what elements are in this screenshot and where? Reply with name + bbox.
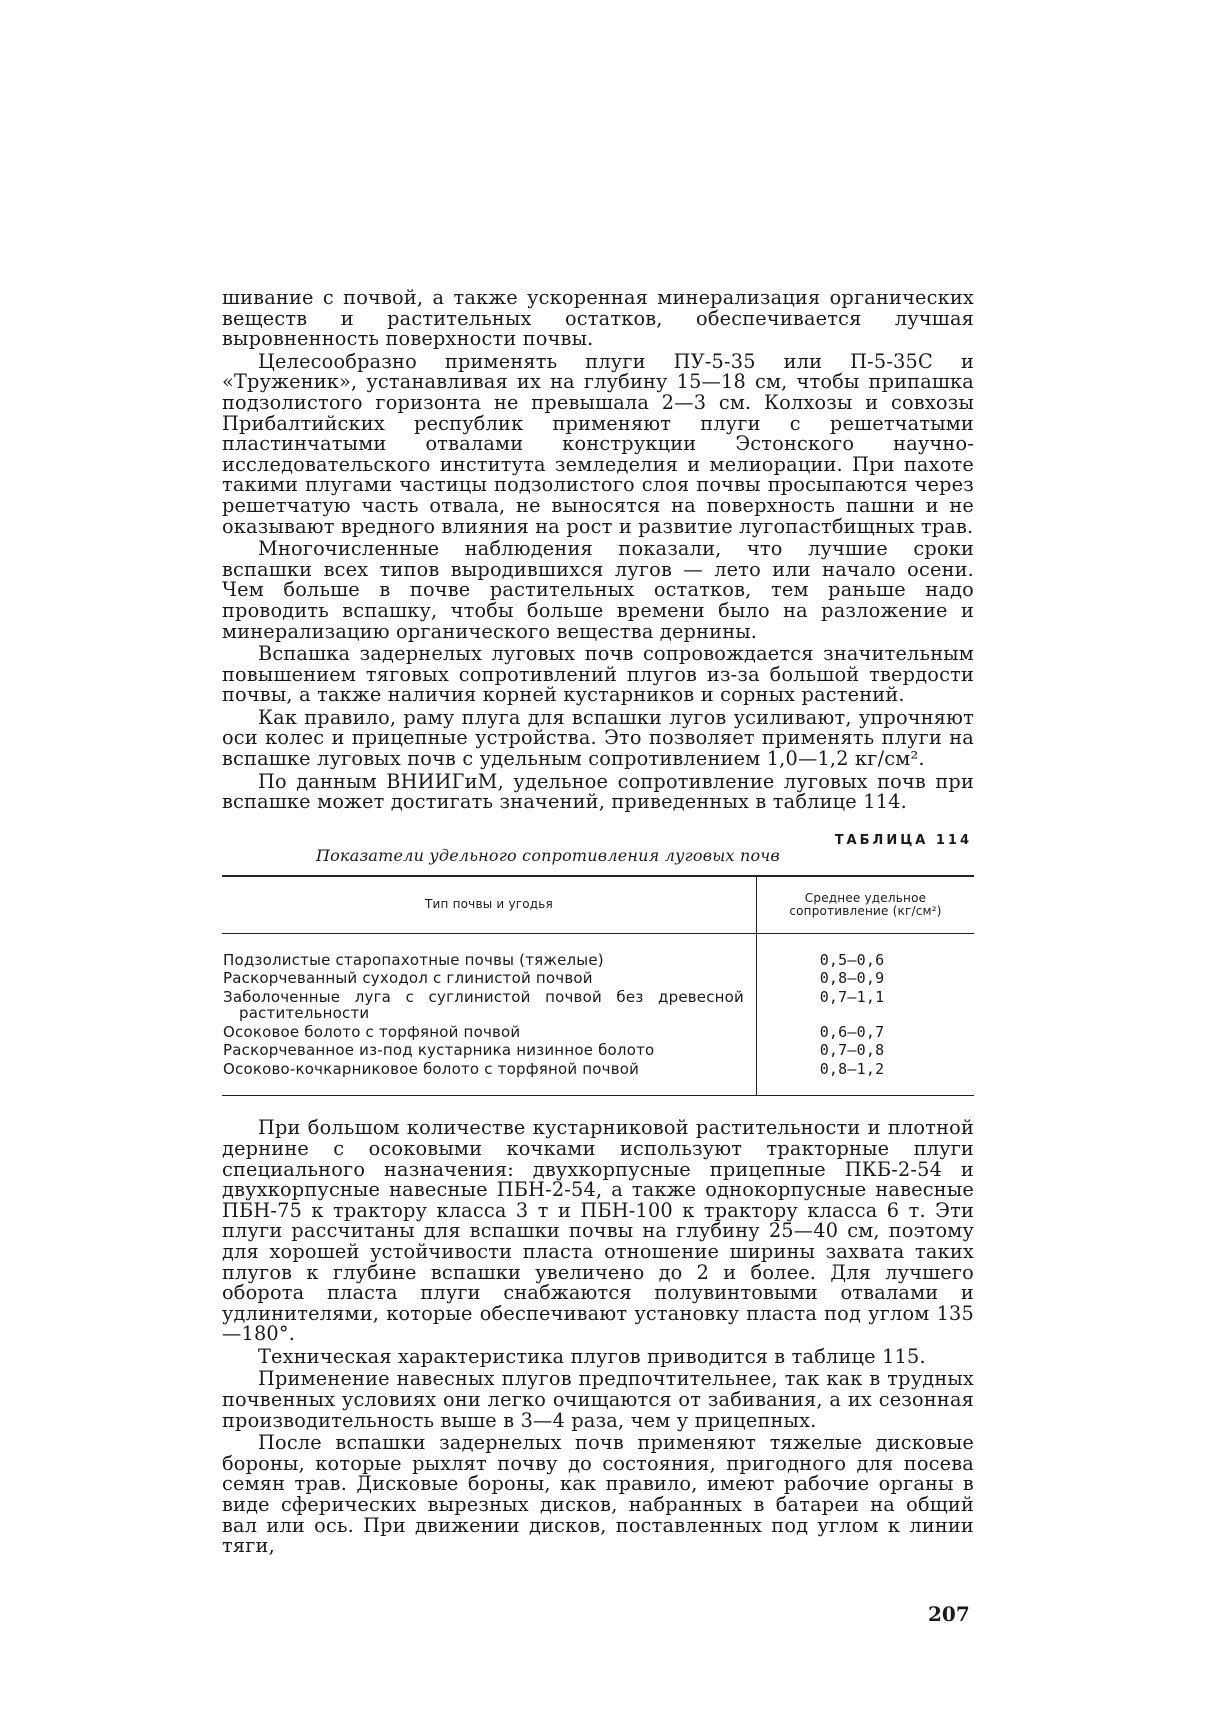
paragraph-vniigim-data: По данным ВНИИГиМ, удельное сопротивление луговых почв при вспашке может достигать значений, приведенных в таблице 114. (222, 769, 974, 814)
table-header-resistance: Среднее удельное сопротивление (кг/см²) (757, 876, 975, 934)
paragraph-plows-recommendation: Целесообразно применять плуги ПУ-5-35 или П-5-35С и «Труженик», устанавливая их на глубину 15—18 см, чтобы припашка подзолистого горизонта не превышала 2—3 см. Колхозы и совхозы Прибалтийских республик применяют плуги с решетчатыми пластинчатыми отвалами конструкции Эстонского научно-исследовательского института земледелия и мелиорации. При пахоте такими плугами частицы подзолистого слоя почвы просыпаются через решетчатую часть отвала, не выносятся на поверхность пашни и не оказывают вредного влияния на рост и развитие лугопастбищных трав. (222, 349, 974, 538)
table-cell-soil-type: Раскорчеванное из-под кустарника низинное болото (222, 1041, 757, 1060)
page-number: 207 (928, 1602, 970, 1626)
table-cell-resistance: 0,7—1,1 (819, 987, 885, 1006)
paragraph-continuation: шивание с почвой, а также ускоренная минерализация органических веществ и растительных остатков, обеспечивается лучшая выровненность поверхности почвы. (222, 286, 974, 351)
table-label: ТАБЛИЦА 114 (834, 832, 972, 848)
paragraph-frame-reinforcement: Как правило, раму плуга для вспашки лугов усиливают, упрочняют оси колес и прицепные устройства. Это позволяет применять плуги на вспашке луговых почв с удельным сопротивлением 1,0—1,2 кг/см². (222, 705, 974, 771)
table-cell-soil-type (222, 988, 757, 1023)
table-cell-resistance: 0,7—0,8 (819, 1041, 885, 1060)
table-row (222, 1041, 974, 1060)
table-cell-soil-type: Осоковое болото с торфяной почвой (222, 1023, 757, 1042)
table-cell-soil-type-line1: Заболоченные луга с суглинистой почвой без древесной (223, 987, 744, 1006)
resistance-table (222, 875, 974, 1097)
paragraph-special-plows: При большом количестве кустарниковой растительности и плотной дернине с осоковыми кочками используют тракторные плуги специального назначения: двухкорпусные прицепные ПКБ-2-54 и двухкорпусные навесные ПБН-2-54, а также однокорпусные навесные ПБН-75 к трактору класса 3 т и ПБН-100 к трактору класса 6 т. Эти плуги рассчитаны для вспашки почвы на глубину 25—40 см, поэтому для хорошей устойчивости пласта отношение ширины захвата таких плугов к глубине вспашки увеличено до 2 и более. Для лучшего оборота пласта плуги снабжаются полувинтовыми отвалами и удлинителями, которые обеспечивают установку пласта под углом 135—180°. (222, 1116, 974, 1346)
table-row (222, 969, 974, 988)
table-cell-soil-type: Подзолистые старопахотные почвы (тяжелые) (222, 933, 757, 969)
table-cell-resistance: 0,8—1,2 (757, 1060, 975, 1096)
paragraph-plowing-timing: Многочисленные наблюдения показали, что лучшие сроки вспашки всех типов выродившихся лугов — лето или начало осени. Чем больше в почве растительных остатков, тем раньше надо проводить вспашку, чтобы больше времени было на разложение и минерализацию органического вещества дернины. (222, 537, 974, 643)
table-header-row (222, 876, 974, 934)
table-cell-soil-type: Раскорчеванный суходол с глинистой почвой (222, 969, 757, 988)
table-cell-resistance: 0,8—0,9 (819, 969, 885, 988)
table-caption: Показатели удельного сопротивления луговых почв (316, 845, 780, 865)
table-cell-resistance: 0,6—0,7 (819, 1022, 885, 1041)
paragraph-traction-resistance: Вспашка задернелых луговых почв сопровождается значительным повышением тяговых сопротивлений плугов из-за большой твердости почвы, а также наличия корней кустарников и сорных растений. (222, 642, 974, 707)
paragraph-disc-harrows: После вспашки задернелых почв применяют тяжелые дисковые бороны, которые рыхлят почву до состояния, пригодного для посева семян трав. Дисковые бороны, как правило, имеют рабочие органы в виде сферических вырезных дисков, набранных в батареи на общий вал или ось. При движении дисков, поставленных под углом к линии тяги, (222, 1431, 974, 1558)
table-114-block (222, 833, 974, 1097)
table-cell-resistance: 0,5—0,6 (819, 950, 885, 969)
page-content (222, 288, 974, 1630)
paragraph-table-115-reference: Техническая характеристика плугов приводится в таблице 115. (258, 1344, 926, 1368)
paragraph-mounted-plows: Применение навесных плугов предпочтительнее, так как в трудных почвенных условиях они легко очищаются от забивания, а их сезонная производительность выше в 3—4 раза, чем у прицепных. (222, 1367, 974, 1432)
table-row (222, 1060, 974, 1096)
table-row (222, 988, 974, 1023)
table-row (222, 1023, 974, 1042)
table-row (222, 933, 974, 969)
table-header-soil-type: Тип почвы и угодья (222, 876, 757, 934)
table-cell-soil-type: Осоково-кочкарниковое болото с торфяной почвой (222, 1060, 757, 1096)
table-cell-soil-type-line2: растительности (239, 1004, 370, 1023)
